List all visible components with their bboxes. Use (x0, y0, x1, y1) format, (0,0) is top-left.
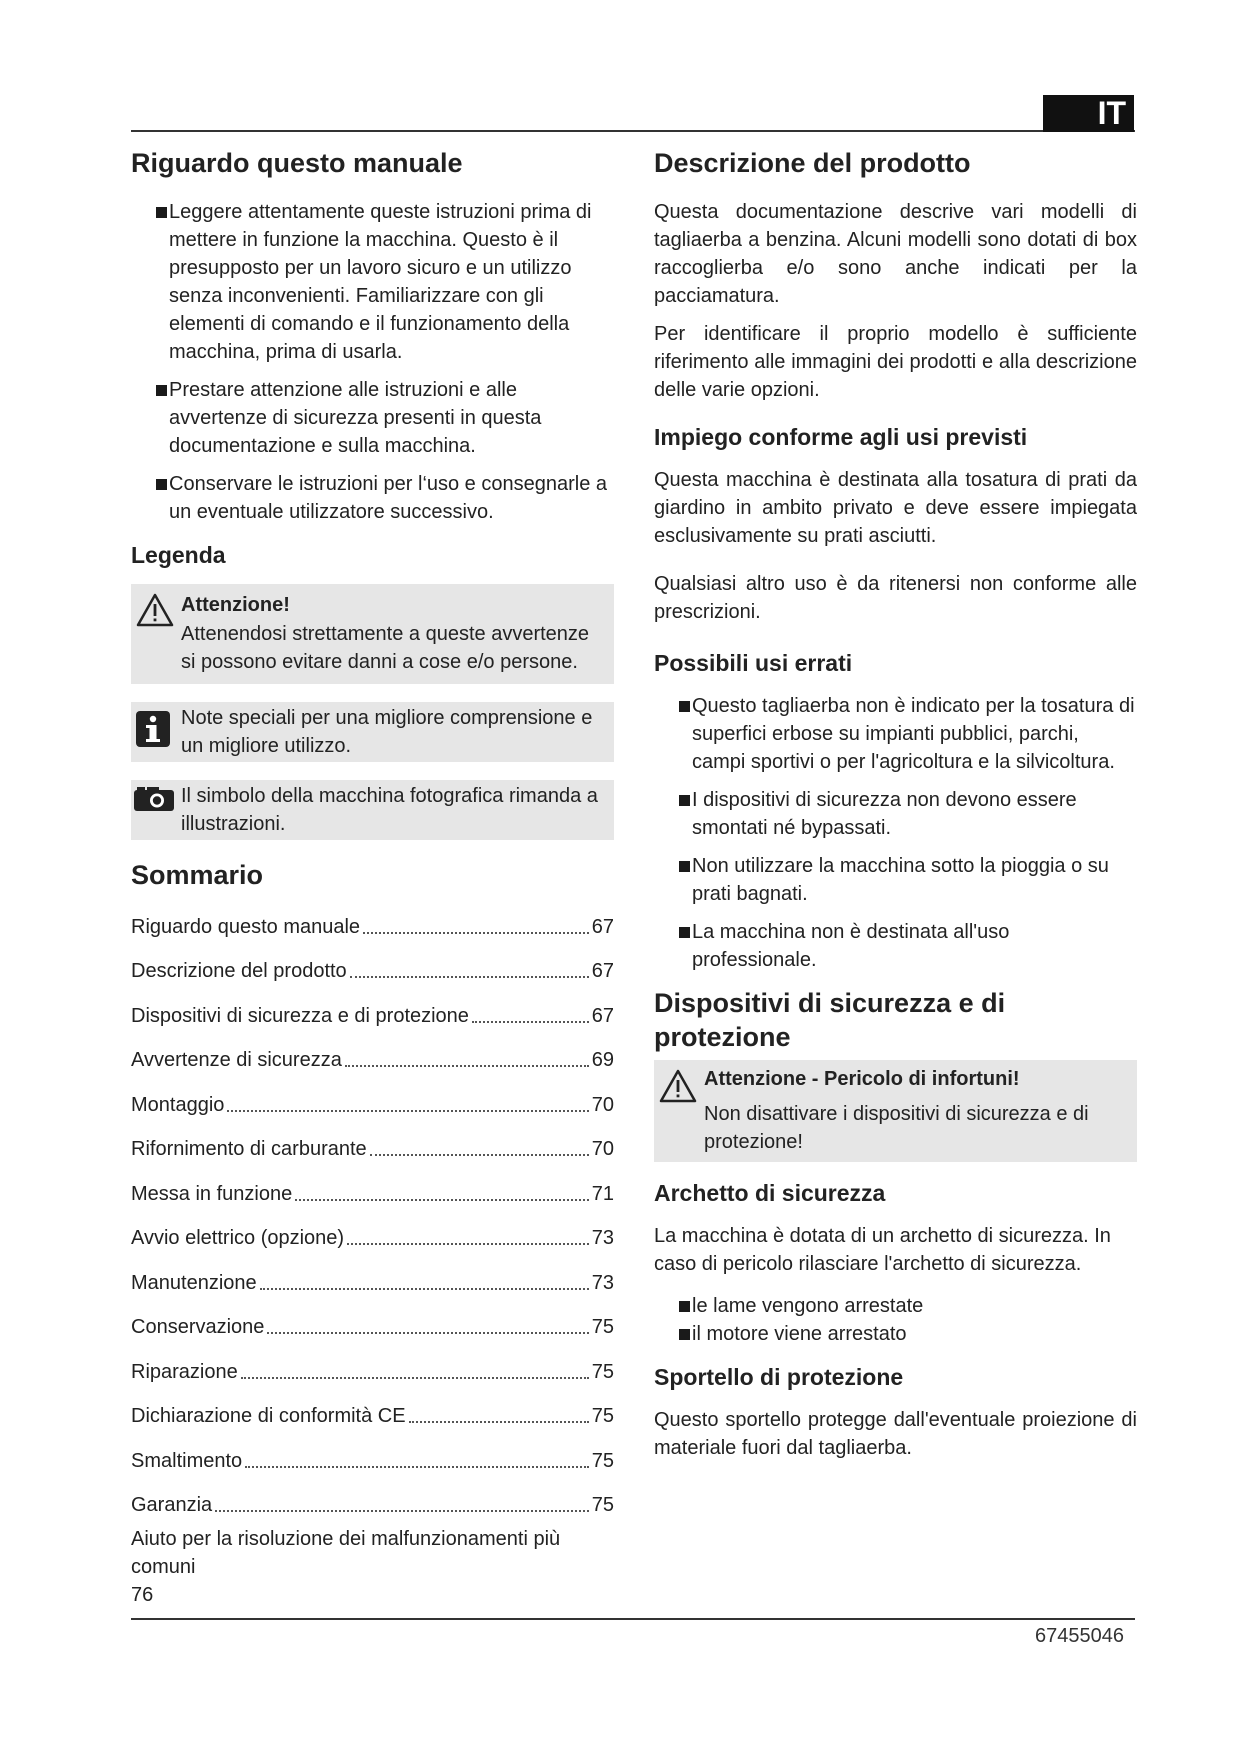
list-item: Prestare attenzione alle istruzioni e alle avvertenze di sicurezza presenti in questa documentazione e sulla macchina. (131, 376, 614, 460)
legend-camera-box (131, 780, 614, 840)
toc-entry[interactable]: Conservazione 75 (131, 1316, 614, 1338)
legend-title: Legenda (131, 542, 226, 568)
about-title: Riguardo questo manuale (131, 148, 463, 178)
misuse-list (654, 692, 1137, 974)
legend-warning-title: Attenzione! (181, 594, 290, 616)
safety-warning-text: Non disattivare i dispositivi di sicurezza e di protezione! (704, 1103, 1089, 1153)
bullet-square-icon (679, 861, 690, 872)
toc-entry[interactable]: Riparazione 75 (131, 1360, 614, 1383)
warning-triangle-icon (135, 592, 175, 633)
intended-use-paragraph: Qualsiasi altro uso è da ritenersi non conforme alle prescrizioni. (654, 573, 1137, 623)
toc-entry[interactable]: Rifornimento di carburante 70 (131, 1138, 614, 1160)
safety-warning-title: Attenzione - Pericolo di infortuni! (704, 1068, 1020, 1090)
toc-entry[interactable]: Messa in funzione 71 (131, 1182, 614, 1205)
bail-title: Archetto di sicurezza (654, 1180, 886, 1206)
legend-warning-box (131, 584, 614, 684)
document-number: 67455046 (1035, 1625, 1124, 1647)
toc-entry[interactable]: Aiuto per la risoluzione dei malfunzionamenti più comuni 76 (131, 1528, 561, 1606)
list-item: La macchina non è destinata all'uso professionale. (654, 918, 1137, 974)
legend-camera-text: Il simbolo della macchina fotografica rimanda a illustrazioni. (181, 785, 598, 835)
bullet-square-icon (679, 795, 690, 806)
toc-list (131, 896, 614, 1609)
about-list (131, 198, 614, 526)
toc-entry[interactable]: Avvertenze di sicurezza 69 (131, 1049, 614, 1071)
description-paragraph: Per identificare il proprio modello è sufficiente riferimento alle immagini dei prodotti e alla descrizione delle varie opzioni. (654, 323, 1137, 401)
list-item: Leggere attentamente queste istruzioni prima di mettere in funzione la macchina. Questo è il presupposto per un lavoro sicuro e un utilizzo senza inconvenienti. Familiarizzare con gli elementi di comando e il funzionamento della macchina, prima di usarla. (131, 198, 614, 366)
info-icon (135, 710, 171, 753)
toc-entry[interactable]: Avvio elettrico (opzione) 73 (131, 1227, 614, 1249)
intended-use-title: Impiego conforme agli usi previsti (654, 424, 1028, 450)
legend-warning-text: Attenendosi strettamente a queste avvertenze si possono evitare danni a cose e/o persone. (181, 623, 590, 673)
list-item: Non utilizzare la macchina sotto la pioggia o su prati bagnati. (654, 852, 1137, 908)
bullet-square-icon (679, 1301, 690, 1312)
toc-entry[interactable]: Dispositivi di sicurezza e di protezione 67 (131, 1004, 614, 1027)
toc-entry[interactable]: Descrizione del prodotto 67 (131, 960, 614, 982)
description-paragraph: Questa documentazione descrive vari modelli di tagliaerba a benzina. Alcuni modelli sono dotati di box raccoglierba e/o sono anche indicati per la pacciamatura. (654, 201, 1137, 307)
flap-paragraph: Questo sportello protegge dall'eventuale proiezione di materiale fuori dal tagliaerba. (654, 1409, 1137, 1459)
toc-entry[interactable]: Montaggio 70 (131, 1093, 614, 1116)
warning-triangle-icon (658, 1068, 698, 1109)
bail-list (654, 1292, 1137, 1348)
list-item: I dispositivi di sicurezza non devono essere smontati né bypassati. (654, 786, 1137, 842)
list-item: il motore viene arrestato (654, 1320, 1137, 1348)
legend-info-text: Note speciali per una migliore comprensione e un migliore utilizzo. (181, 707, 593, 757)
safety-title: Dispositivi di sicurezza e di protezione (654, 988, 1006, 1052)
intended-use-paragraph: Questa macchina è destinata alla tosatura di prati da giardino in ambito privato e deve essere impiegata esclusivamente su prati asciutti. (654, 469, 1137, 547)
toc-entry[interactable]: Garanzia 75 (131, 1494, 614, 1516)
bullet-square-icon (679, 1329, 690, 1340)
footer-rule (131, 1618, 1135, 1620)
list-item: Questo tagliaerba non è indicato per la tosatura di superfici erbose su impianti pubblici, parchi, campi sportivi o per l'agricoltura e la silvicoltura. (654, 692, 1137, 776)
bullet-square-icon (679, 701, 690, 712)
toc-entry[interactable]: Smaltimento 75 (131, 1449, 614, 1472)
camera-icon (133, 786, 175, 817)
list-item: le lame vengono arrestate (654, 1292, 1137, 1320)
bullet-square-icon (679, 927, 690, 938)
toc-entry[interactable]: Riguardo questo manuale 67 (131, 915, 614, 938)
bullet-square-icon (156, 385, 167, 396)
toc-entry[interactable]: Manutenzione 73 (131, 1271, 614, 1294)
bullet-square-icon (156, 207, 167, 218)
description-title: Descrizione del prodotto (654, 148, 971, 178)
list-item: Conservare le istruzioni per l‘uso e consegnarle a un eventuale utilizzatore successivo. (131, 470, 614, 526)
left-column (131, 146, 614, 1609)
bullet-square-icon (156, 479, 167, 490)
safety-warning-box (654, 1060, 1137, 1162)
misuse-title: Possibili usi errati (654, 650, 853, 676)
right-column (654, 146, 1137, 1472)
toc-title: Sommario (131, 860, 264, 890)
header-rule (131, 130, 1135, 132)
flap-title: Sportello di protezione (654, 1364, 904, 1390)
toc-entry[interactable]: Dichiarazione di conformità CE 75 (131, 1405, 614, 1427)
bail-paragraph: La macchina è dotata di un archetto di sicurezza. In caso di pericolo rilasciare l'archetto di sicurezza. (654, 1225, 1111, 1275)
legend-info-box (131, 702, 614, 762)
language-badge: IT (1043, 95, 1134, 132)
